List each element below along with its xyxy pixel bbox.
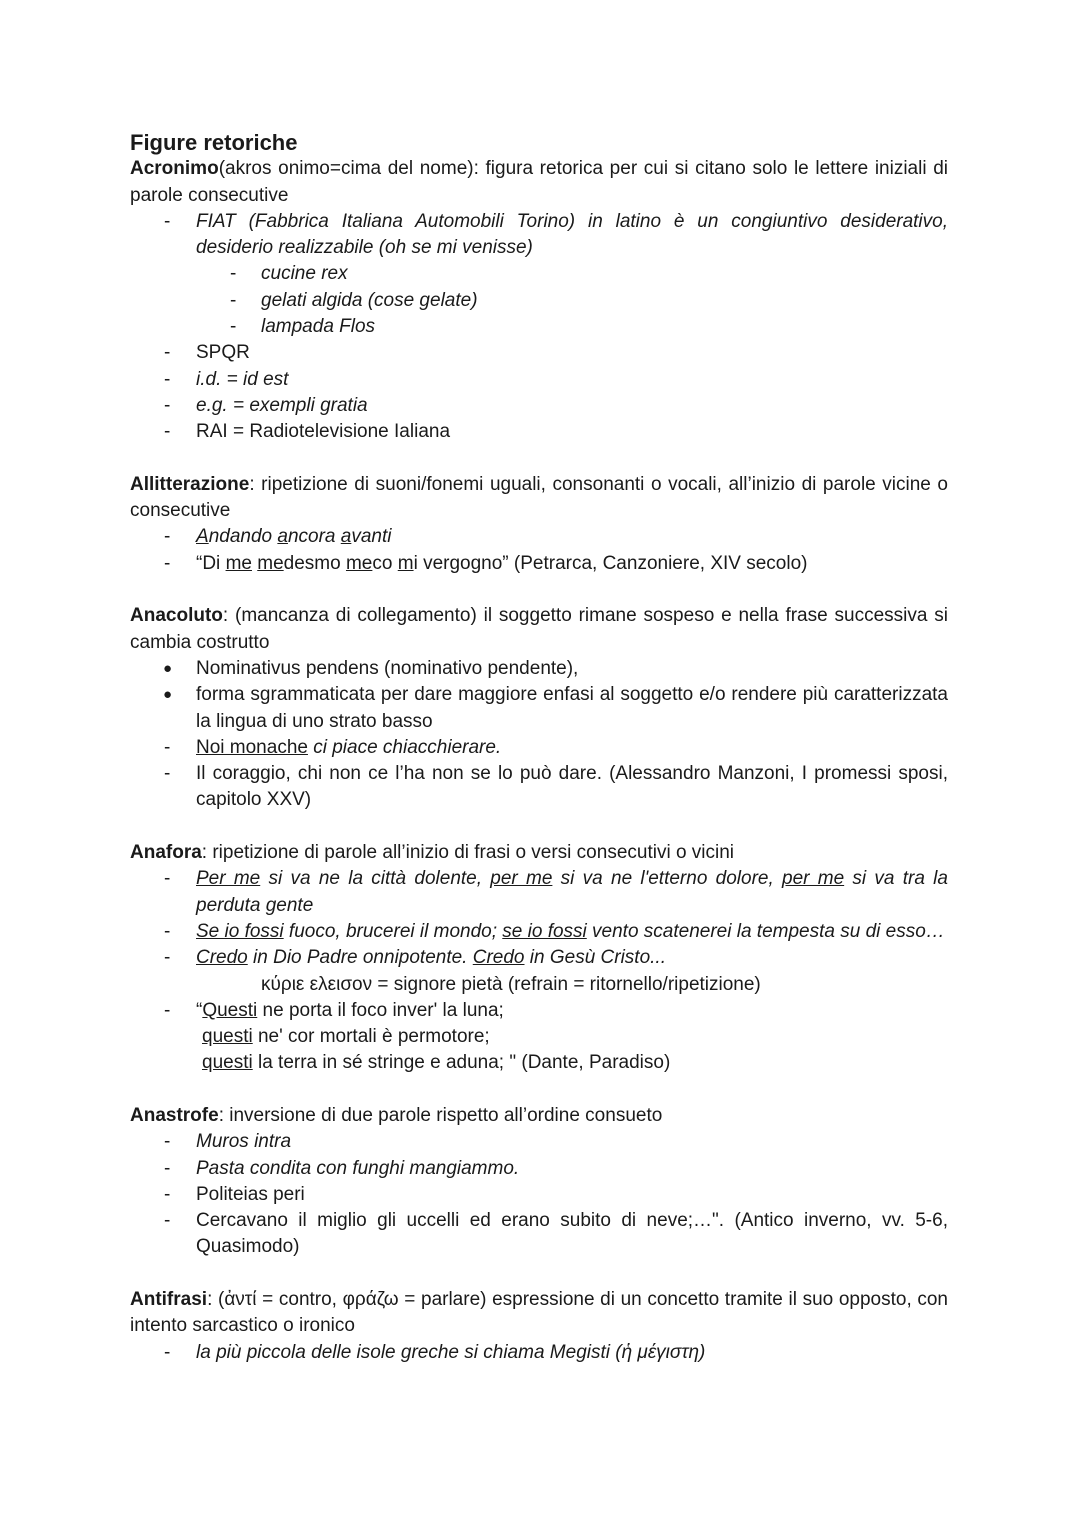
- dash-marker: -: [230, 316, 237, 338]
- dash-marker: -: [164, 736, 171, 758]
- text-segment: fuoco, brucerei il mondo;: [283, 920, 503, 942]
- text-segment: me: [225, 552, 252, 574]
- list-item: [130, 288, 948, 314]
- blank-line: [130, 446, 948, 472]
- text-segment: la terra in sé stringe e aduna; " (Dante, Paradiso): [252, 1052, 671, 1074]
- text-segment: vento scatenerei la tempesta su di esso…: [586, 920, 945, 942]
- term-heading: Allitterazione: [130, 473, 250, 495]
- text-segment: si va tra la perduta gente: [196, 868, 948, 916]
- text-segment: Muros intra: [196, 1131, 292, 1153]
- list-item: [130, 393, 948, 419]
- text-segment: FIAT (Fabbrica Italiana Automobili Torino) in latino è un congiuntivo desiderativo, desiderio realizzabile (oh se mi venisse): [196, 210, 948, 259]
- definition-paragraph: [130, 156, 948, 209]
- list-item: [130, 945, 948, 971]
- text-segment: κύριε ελεισον = signore pietà (refrain = ritornello/ripetizione): [261, 973, 761, 995]
- text-segment: co: [372, 552, 398, 574]
- text-segment: Noi monache: [196, 736, 308, 758]
- text-segment: “Di: [196, 552, 226, 574]
- list-item: [130, 1182, 948, 1208]
- dash-marker: -: [164, 920, 171, 942]
- dash-marker: -: [164, 1131, 171, 1153]
- text-segment: m: [397, 552, 414, 574]
- text-segment: per me: [782, 868, 845, 890]
- text-segment: Il coraggio, chi non ce l’ha non se lo può dare. (Alessandro Manzoni, I promessi sposi, capitolo XXV): [196, 763, 948, 811]
- list-item: [130, 998, 948, 1024]
- text-segment: a: [277, 526, 288, 548]
- text-segment: ne' cor mortali è permotore;: [252, 1026, 490, 1048]
- blank-line: [130, 577, 948, 603]
- text-segment: : (mancanza di collegamento) il soggetto rimane sospeso e nella frase successiva si cambia costrutto: [130, 605, 948, 653]
- text-segment: : inversione di due parole rispetto all’ordine consueto: [218, 1104, 663, 1126]
- dash-marker: -: [164, 947, 171, 969]
- text-segment: ndando: [208, 526, 278, 548]
- text-segment: RAI = Radiotelevisione Ialiana: [196, 421, 451, 443]
- text-segment: Pasta condita con funghi mangiammo.: [196, 1157, 520, 1179]
- text-segment: Cercavano il miglio gli uccelli ed erano subito di neve;…". (Antico inverno, vv. 5-6, Quasimodo): [196, 1210, 948, 1258]
- list-item: [130, 209, 948, 262]
- list-item: [130, 972, 948, 998]
- dash-marker: -: [164, 210, 171, 232]
- text-segment: ci piace chiacchierare.: [313, 736, 502, 758]
- dash-marker: -: [164, 999, 171, 1021]
- text-segment: forma sgrammaticata per dare maggiore enfasi al soggetto e/o rendere più caratterizzata la lingua di uno strato basso: [196, 684, 948, 732]
- list-item: [130, 761, 948, 814]
- text-segment: Per me: [196, 868, 261, 890]
- dash-marker: -: [164, 342, 171, 364]
- dash-marker: -: [164, 1157, 171, 1179]
- text-segment: i.d. = id est: [196, 368, 289, 390]
- text-segment: in Gesù Cristo...: [524, 947, 666, 969]
- list-item: [130, 1156, 948, 1182]
- text-segment: Credo: [472, 947, 525, 969]
- blank-line: [130, 1077, 948, 1103]
- term-heading: Antifrasi: [130, 1289, 208, 1311]
- list-item: [130, 735, 948, 761]
- blank-line: [130, 814, 948, 840]
- text-segment: Se io fossi: [196, 920, 284, 942]
- text-segment: : (ἀντί = contro, φράζω = parlare) espressione di un concetto tramite il suo opposto, con intento sarcastico o ironico: [130, 1289, 948, 1337]
- text-segment: la più piccola delle isole greche si chiama Megisti (ἡ μέγιστη): [196, 1341, 706, 1363]
- text-segment: Credo: [196, 947, 248, 969]
- list-item: [130, 1340, 948, 1366]
- text-segment: questi: [202, 1052, 253, 1074]
- term-heading: Acronimo: [130, 158, 219, 180]
- text-segment: Politeias peri: [196, 1183, 305, 1205]
- text-segment: e.g. = exempli gratia: [196, 394, 368, 416]
- text-segment: gelati algida (cose gelate): [261, 289, 478, 311]
- list-item: [130, 314, 948, 340]
- bullet-item: [130, 682, 948, 735]
- list-item: [130, 261, 948, 287]
- list-item: [130, 524, 948, 550]
- document-page: [130, 130, 948, 1366]
- text-segment: Questi: [202, 999, 258, 1021]
- text-segment: ne porta il foco inver' la luna;: [257, 999, 504, 1021]
- text-segment: : ripetizione di parole all’inizio di frasi o versi consecutivi o vicini: [201, 842, 735, 864]
- list-item: [130, 1208, 948, 1261]
- text-segment: (akros onimo=cima del nome): figura retorica per cui si citano solo le lettere iniziali di parole consecutive: [130, 158, 948, 206]
- page-title: Figure retoriche: [130, 130, 298, 155]
- list-item: [130, 866, 948, 919]
- list-item: [130, 367, 948, 393]
- definition-paragraph: [130, 472, 948, 525]
- text-segment: Nominativus pendens (nominativo pendente),: [196, 657, 579, 679]
- text-segment: in Dio Padre onnipotente.: [247, 947, 473, 969]
- blank-line: [130, 1261, 948, 1287]
- list-item: [130, 340, 948, 366]
- term-heading: Anafora: [130, 842, 202, 864]
- text-segment: se io fossi: [502, 920, 587, 942]
- list-item: [130, 1024, 948, 1050]
- definition-paragraph: [130, 1287, 948, 1340]
- dash-marker: -: [164, 368, 171, 390]
- text-segment: a: [340, 526, 352, 548]
- text-segment: SPQR: [196, 342, 250, 364]
- dash-marker: -: [164, 421, 171, 443]
- text-segment: me: [345, 552, 373, 574]
- dash-marker: -: [164, 1210, 171, 1232]
- text-segment: si va ne la città dolente,: [260, 868, 491, 890]
- text-segment: me: [257, 552, 284, 574]
- bullet-item: [130, 656, 948, 682]
- dash-marker: -: [164, 526, 171, 548]
- bullet-marker: ●: [163, 686, 173, 704]
- dash-marker: -: [164, 1183, 171, 1205]
- list-item: [130, 419, 948, 445]
- text-segment: cucine rex: [261, 263, 348, 285]
- text-segment: desmo: [283, 552, 346, 574]
- dash-marker: -: [164, 552, 171, 574]
- term-heading: Anacoluto: [130, 605, 223, 627]
- list-item: [130, 551, 948, 577]
- text-segment: vanti: [351, 526, 392, 548]
- text-segment: ncora: [287, 526, 341, 548]
- dash-marker: -: [164, 868, 171, 890]
- dash-marker: -: [164, 1341, 171, 1363]
- text-segment: i vergogno” (Petrarca, Canzoniere, XIV secolo): [413, 552, 808, 574]
- term-heading: Anastrofe: [130, 1104, 219, 1126]
- list-item: [130, 1050, 948, 1076]
- document-body: [130, 156, 948, 1366]
- text-segment: A: [196, 526, 209, 548]
- list-item: [130, 919, 948, 945]
- text-segment: : ripetizione di suoni/fonemi uguali, consonanti o vocali, all’inizio di parole vicine o consecutive: [130, 473, 948, 522]
- list-item: [130, 1129, 948, 1155]
- text-segment: si va ne l'etterno dolore,: [552, 868, 783, 890]
- text-segment: per me: [490, 868, 553, 890]
- definition-paragraph: [130, 840, 948, 866]
- dash-marker: -: [230, 289, 237, 311]
- bullet-marker: ●: [163, 659, 173, 677]
- dash-marker: -: [164, 394, 171, 416]
- definition-paragraph: [130, 603, 948, 656]
- dash-marker: -: [230, 263, 237, 285]
- text-segment: “: [196, 999, 203, 1021]
- definition-paragraph: [130, 1103, 948, 1129]
- text-segment: questi: [202, 1026, 253, 1048]
- dash-marker: -: [164, 763, 171, 785]
- text-segment: lampada Flos: [261, 316, 376, 338]
